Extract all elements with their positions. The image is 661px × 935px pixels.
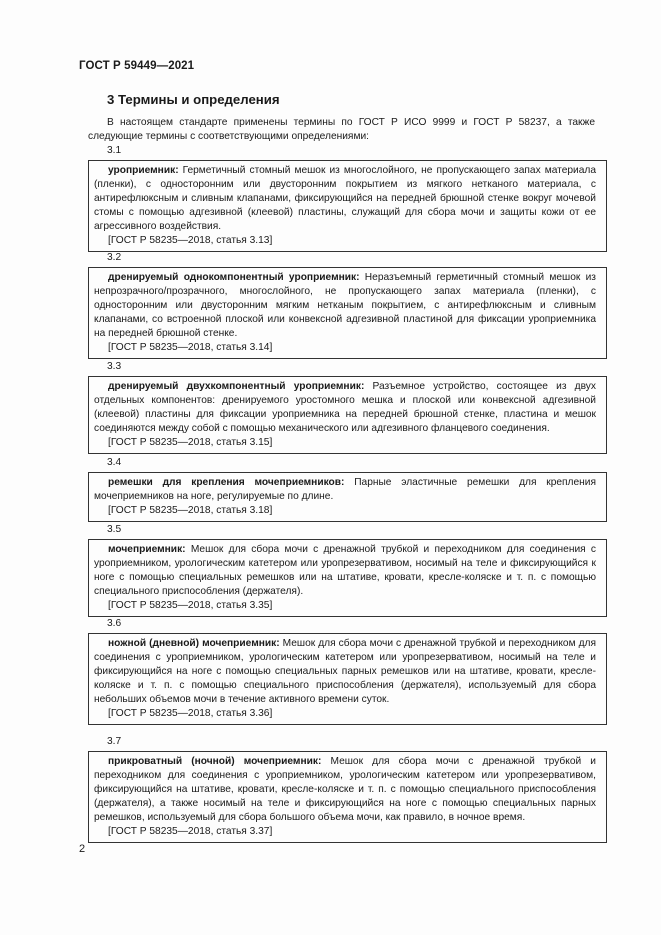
term-definition bbox=[94, 543, 596, 599]
term-definition bbox=[94, 380, 596, 436]
term-source: [ГОСТ Р 58235—2018, статья 3.14] bbox=[108, 342, 273, 353]
term-number: 3.1 bbox=[107, 145, 122, 156]
term-name: мочеприемник: bbox=[108, 544, 186, 555]
term-name: ремешки для крепления мочеприемников: bbox=[108, 477, 345, 488]
term-name: прикроватный (ночной) мочеприемник: bbox=[108, 756, 322, 767]
definition-text: Разъемное устройство, состоящее из двух отдельных компонентов: дренируемого уростомного мешка и плоской или конвексной адгезивной (клеевой) пластины для фиксации уроприемника на передней брюшной стенке, пластина и мешок соединяются между собой с помощью механического или адгезивного фланцевого соединения. bbox=[94, 381, 596, 434]
term-name: уроприемник: bbox=[108, 165, 179, 176]
term-source: [ГОСТ Р 58235—2018, статья 3.35] bbox=[108, 600, 273, 611]
term-definition-box bbox=[88, 751, 607, 843]
document-code: ГОСТ Р 59449—2021 bbox=[79, 60, 195, 72]
page-number: 2 bbox=[79, 843, 86, 855]
definition-text: Мешок для сбора мочи с дренажной трубкой и переходником для соединения с уроприемником, урологическим катетером или уропрезервативом, фиксирующийся на штативе, кровати, кресле-коляске и т. п. с помощью специального приспособления (держателя), а также носимый на теле и фиксирующийся на ноге с помощью специальных парных ремешков, используемый для сбора большого объема мочи, как правило, в ночное время. bbox=[94, 756, 596, 823]
term-number: 3.5 bbox=[107, 524, 122, 535]
term-name: ножной (дневной) мочеприемник: bbox=[108, 638, 280, 649]
definition-text: Парные эластичные ремешки для крепления мочеприемников на ноге, регулируемые по длине. bbox=[94, 477, 596, 502]
term-source: [ГОСТ Р 58235—2018, статья 3.13] bbox=[108, 235, 273, 246]
term-definition bbox=[94, 637, 596, 707]
term-definition-box bbox=[88, 633, 607, 725]
term-definition-box bbox=[88, 376, 607, 454]
term-number: 3.4 bbox=[107, 457, 122, 468]
term-definition bbox=[94, 271, 596, 341]
term-number: 3.7 bbox=[107, 736, 122, 747]
definition-text: Мешок для сбора мочи с дренажной трубкой и переходником для соединения с уроприемником, урологическим катетером или уропрезервативом, носимый на теле и фиксирующийся на ноге с помощью специальных парных ремешков или на штативе, кровати, кресле-коляске и т. п. с помощью специального приспособления (держателя), используемый для сбора небольших объемов мочи в течение активного времени суток. bbox=[94, 638, 596, 705]
term-definition bbox=[94, 755, 596, 825]
section-title: 3 Термины и определения bbox=[107, 92, 280, 107]
term-source: [ГОСТ Р 58235—2018, статья 3.18] bbox=[108, 505, 273, 516]
definition-text: Мешок для сбора мочи с дренажной трубкой и переходником для соединения с уроприемником, урологическим катетером или уропрезервативом, носимый на теле и фиксирующийся к ноге с помощью специальных ремешков или на штативе, кровати, кресле-коляске и т. п. с помощью специального приспособления (держателя). bbox=[94, 544, 596, 597]
term-number: 3.3 bbox=[107, 361, 122, 372]
term-name: дренируемый двухкомпонентный уроприемник: bbox=[108, 381, 365, 392]
term-source: [ГОСТ Р 58235—2018, статья 3.15] bbox=[108, 437, 273, 448]
term-name: дренируемый однокомпонентный уроприемник: bbox=[108, 272, 360, 283]
term-definition-box bbox=[88, 472, 607, 522]
term-definition bbox=[94, 476, 596, 504]
term-definition bbox=[94, 164, 596, 234]
definition-text: Неразъемный герметичный стомный мешок из непрозрачного/прозрачного, многослойного, не пропускающего запах материала (пленки), с односторонним или двусторонним мягким нетканым покрытием, с антирефлюксным и сливным клапанами, со встроенной плоской или конвексной адгезивной пластиной для фиксации уроприемника на передней брюшной стенке. bbox=[94, 272, 596, 339]
definition-text: Герметичный стомный мешок из многослойного, не пропускающего запах материала (пленки), с односторонним или двусторонним покрытием из мягкого нетканого материала, с антирефлюксным и сливным клапанами, фиксирующийся на передней брюшной стенке вокруг мочевой стомы с помощью адгезивной (клеевой) пластины, служащий для сбора мочи и защиты кожи от ее агрессивного воздействия. bbox=[94, 165, 596, 232]
term-source: [ГОСТ Р 58235—2018, статья 3.37] bbox=[108, 826, 273, 837]
term-number: 3.2 bbox=[107, 252, 122, 263]
intro-paragraph: В настоящем стандарте применены термины по ГОСТ Р ИСО 9999 и ГОСТ Р 58237, а также следующие термины с соответствующими определениями: bbox=[88, 117, 595, 142]
term-definition-box bbox=[88, 267, 607, 359]
term-definition-box bbox=[88, 539, 607, 617]
term-definition-box bbox=[88, 160, 607, 252]
term-source: [ГОСТ Р 58235—2018, статья 3.36] bbox=[108, 708, 273, 719]
term-number: 3.6 bbox=[107, 618, 122, 629]
